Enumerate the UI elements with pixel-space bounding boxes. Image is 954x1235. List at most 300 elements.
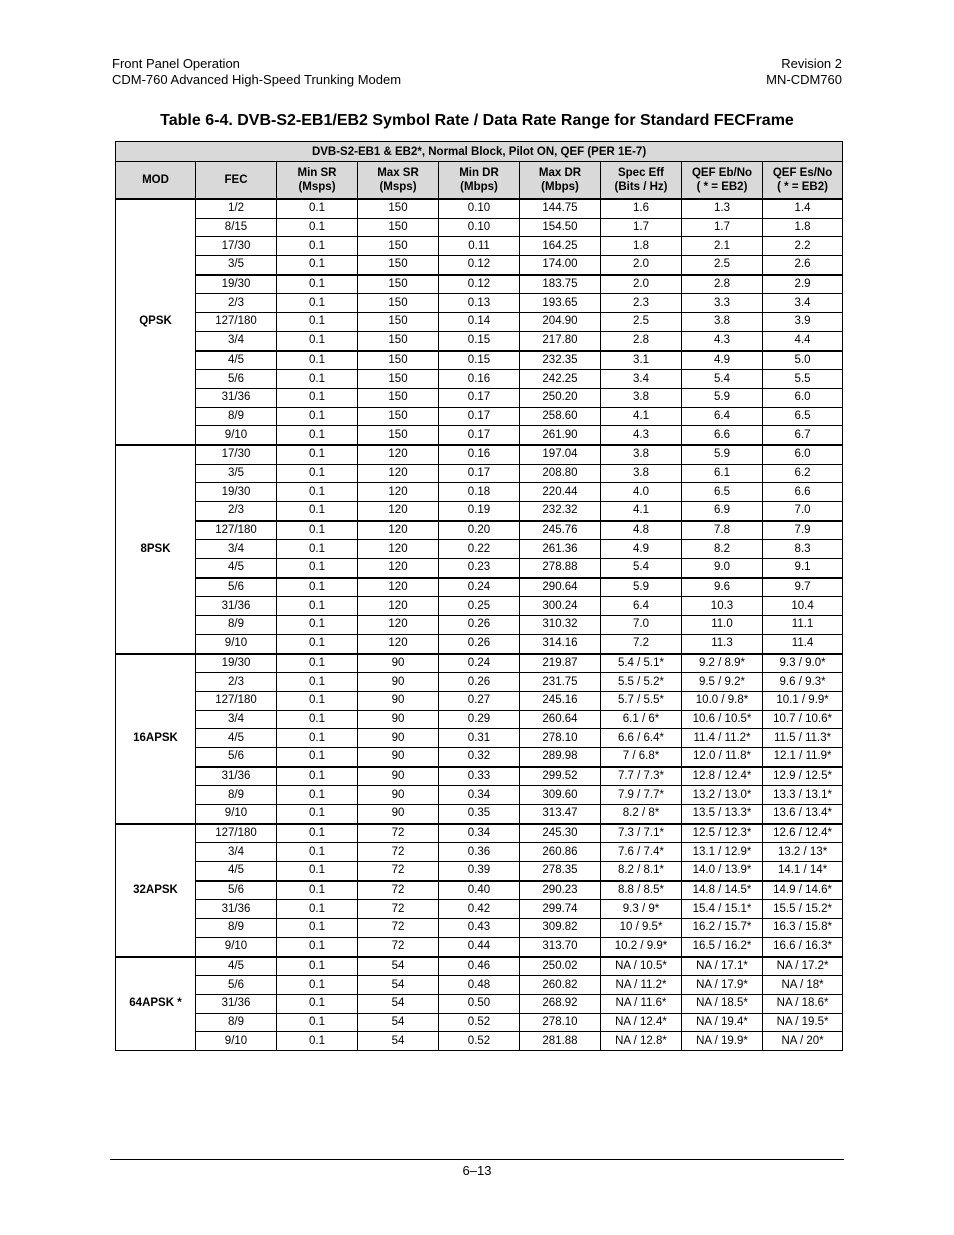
table-cell: 2.3 <box>601 294 682 313</box>
table-cell: 0.17 <box>439 388 520 407</box>
table-cell: NA / 17.1* <box>682 957 763 976</box>
table-cell: 14.0 / 13.9* <box>682 862 763 881</box>
table-cell: 0.1 <box>277 805 358 824</box>
table-row <box>116 275 843 294</box>
table-cell: 6.6 / 6.4* <box>601 729 682 748</box>
table-row <box>116 937 843 956</box>
table-row <box>116 1013 843 1032</box>
table-cell: 54 <box>358 976 439 995</box>
table-cell: 7 / 6.8* <box>601 747 682 766</box>
table-cell: 0.1 <box>277 937 358 956</box>
table-cell: 0.1 <box>277 464 358 483</box>
table-cell: 3.8 <box>601 464 682 483</box>
column-header <box>601 162 682 200</box>
table-cell: 0.1 <box>277 351 358 370</box>
table-cell: 4.9 <box>601 540 682 559</box>
table-cell: 3.8 <box>682 313 763 332</box>
table-cell: 9.6 <box>682 578 763 597</box>
table-cell: 12.0 / 11.8* <box>682 747 763 766</box>
table-cell: NA / 11.2* <box>601 976 682 995</box>
table-cell: 12.1 / 11.9* <box>763 747 843 766</box>
table-cell: 174.00 <box>520 256 601 275</box>
table-cell: 7.9 / 7.7* <box>601 786 682 805</box>
table-cell: 8.8 / 8.5* <box>601 881 682 900</box>
table-cell: 0.27 <box>439 691 520 710</box>
table-row <box>116 597 843 616</box>
table-row <box>116 218 843 237</box>
table-cell: 72 <box>358 900 439 919</box>
table-cell: 0.1 <box>277 483 358 502</box>
table-cell: 4/5 <box>196 351 277 370</box>
table-cell: 7.3 / 7.1* <box>601 824 682 843</box>
table-row <box>116 199 843 218</box>
table-cell: 120 <box>358 597 439 616</box>
table-cell: 31/36 <box>196 900 277 919</box>
table-row <box>116 256 843 275</box>
table-cell: 8/9 <box>196 786 277 805</box>
table-row <box>116 559 843 578</box>
table-row <box>116 331 843 350</box>
table-row <box>116 976 843 995</box>
table-cell: 10.3 <box>682 597 763 616</box>
table-cell: 0.1 <box>277 237 358 256</box>
table-cell: 0.1 <box>277 578 358 597</box>
table-cell: 120 <box>358 483 439 502</box>
table-cell: 72 <box>358 881 439 900</box>
table-cell: 9.1 <box>763 559 843 578</box>
table-cell: 5.9 <box>682 388 763 407</box>
table-cell: 120 <box>358 559 439 578</box>
table-cell: 7.7 / 7.3* <box>601 767 682 786</box>
table-cell: 4.3 <box>601 426 682 445</box>
column-header <box>763 162 843 200</box>
table-cell: 150 <box>358 275 439 294</box>
table-cell: 31/36 <box>196 994 277 1013</box>
table-cell: 0.42 <box>439 900 520 919</box>
table-cell: 0.34 <box>439 824 520 843</box>
table-cell: 14.1 / 14* <box>763 862 843 881</box>
table-row <box>116 919 843 938</box>
table-cell: 0.1 <box>277 559 358 578</box>
table-row <box>116 881 843 900</box>
table-cell: 6.2 <box>763 464 843 483</box>
table-cell: 10.2 / 9.9* <box>601 937 682 956</box>
table-cell: NA / 12.8* <box>601 1032 682 1051</box>
table-row <box>116 691 843 710</box>
table-cell: 4/5 <box>196 559 277 578</box>
table-cell: 0.26 <box>439 634 520 653</box>
table-cell: 0.1 <box>277 407 358 426</box>
table-row <box>116 900 843 919</box>
table-cell: 5.4 <box>601 559 682 578</box>
table-cell: 127/180 <box>196 521 277 540</box>
table-cell: 5/6 <box>196 578 277 597</box>
table-cell: 310.32 <box>520 616 601 635</box>
table-cell: 0.1 <box>277 976 358 995</box>
table-cell: 0.1 <box>277 616 358 635</box>
table-cell: 278.10 <box>520 729 601 748</box>
table-cell: 0.20 <box>439 521 520 540</box>
table-cell: 0.34 <box>439 786 520 805</box>
modulation-cell: 64APSK * <box>116 957 196 1051</box>
table-cell: 0.40 <box>439 881 520 900</box>
table-cell: 0.13 <box>439 294 520 313</box>
table-cell: 120 <box>358 578 439 597</box>
table-cell: 0.1 <box>277 994 358 1013</box>
table-cell: 0.16 <box>439 445 520 464</box>
table-cell: 12.5 / 12.3* <box>682 824 763 843</box>
table-cell: 8/9 <box>196 1013 277 1032</box>
table-cell: 90 <box>358 691 439 710</box>
table-cell: 1.7 <box>682 218 763 237</box>
table-cell: 5.4 / 5.1* <box>601 654 682 673</box>
column-header-line: (Mbps) <box>460 181 498 193</box>
table-cell: 1.6 <box>601 199 682 218</box>
column-header-line: QEF Eb/No <box>691 167 753 179</box>
table-cell: 150 <box>358 199 439 218</box>
table-cell: 9.3 / 9* <box>601 900 682 919</box>
table-cell: 4.1 <box>601 407 682 426</box>
table-cell: 0.1 <box>277 747 358 766</box>
table-cell: 0.12 <box>439 275 520 294</box>
table-cell: 3.8 <box>601 388 682 407</box>
table-cell: 0.31 <box>439 729 520 748</box>
table-row <box>116 862 843 881</box>
modulation-cell: 16APSK <box>116 654 196 824</box>
column-header-line: Spec Eff <box>617 167 664 179</box>
table-cell: 0.10 <box>439 199 520 218</box>
table-cell: 4.4 <box>763 331 843 350</box>
column-header <box>196 162 277 200</box>
table-cell: NA / 12.4* <box>601 1013 682 1032</box>
table-cell: 2.5 <box>601 313 682 332</box>
table-cell: 8/9 <box>196 616 277 635</box>
table-cell: 16.6 / 16.3* <box>763 937 843 956</box>
table-cell: 260.64 <box>520 710 601 729</box>
header-manual-title: CDM-760 Advanced High-Speed Trunking Modem <box>112 72 402 87</box>
table-cell: 90 <box>358 786 439 805</box>
table-cell: 3/5 <box>196 464 277 483</box>
table-cell: 54 <box>358 994 439 1013</box>
table-row <box>116 747 843 766</box>
table-row <box>116 634 843 653</box>
modulation-cell: 8PSK <box>116 445 196 654</box>
table-cell: 0.1 <box>277 218 358 237</box>
table-cell: 12.6 / 12.4* <box>763 824 843 843</box>
table-cell: 0.1 <box>277 786 358 805</box>
table-cell: 2.2 <box>763 237 843 256</box>
column-header-line: (Mbps) <box>541 181 579 193</box>
table-cell: 5.5 <box>763 370 843 389</box>
table-cell: 314.16 <box>520 634 601 653</box>
table-cell: 72 <box>358 824 439 843</box>
table-cell: 260.82 <box>520 976 601 995</box>
table-cell: 0.1 <box>277 502 358 521</box>
table-cell: 0.44 <box>439 937 520 956</box>
table-cell: 289.98 <box>520 747 601 766</box>
table-cell: 1.7 <box>601 218 682 237</box>
column-header <box>439 162 520 200</box>
table-cell: 290.23 <box>520 881 601 900</box>
table-cell: 0.15 <box>439 331 520 350</box>
table-cell: 245.76 <box>520 521 601 540</box>
table-cell: 5.5 / 5.2* <box>601 673 682 692</box>
table-cell: 90 <box>358 710 439 729</box>
table-cell: 5.9 <box>682 445 763 464</box>
table-cell: 6.9 <box>682 502 763 521</box>
table-caption: DVB-S2-EB1 & EB2*, Normal Block, Pilot ON, QEF (PER 1E-7) <box>116 142 843 162</box>
table-cell: 2/3 <box>196 294 277 313</box>
column-header-line: Max DR <box>538 167 582 179</box>
table-cell: 313.47 <box>520 805 601 824</box>
table-cell: 90 <box>358 673 439 692</box>
table-cell: 0.1 <box>277 900 358 919</box>
table-cell: 300.24 <box>520 597 601 616</box>
table-cell: 150 <box>358 256 439 275</box>
table-cell: 5.9 <box>601 578 682 597</box>
table-cell: 0.1 <box>277 862 358 881</box>
table-cell: 9.3 / 9.0* <box>763 654 843 673</box>
table-cell: NA / 18.5* <box>682 994 763 1013</box>
table-cell: 16.3 / 15.8* <box>763 919 843 938</box>
table-cell: 250.20 <box>520 388 601 407</box>
table-cell: 3.4 <box>763 294 843 313</box>
table-cell: 10.1 / 9.9* <box>763 691 843 710</box>
table-row <box>116 464 843 483</box>
table-cell: 127/180 <box>196 824 277 843</box>
table-row <box>116 237 843 256</box>
table-cell: 7.6 / 7.4* <box>601 843 682 862</box>
table-cell: 4/5 <box>196 862 277 881</box>
table-cell: 1.8 <box>601 237 682 256</box>
table-cell: 17/30 <box>196 445 277 464</box>
table-cell: 0.12 <box>439 256 520 275</box>
table-cell: NA / 11.6* <box>601 994 682 1013</box>
table-cell: 0.10 <box>439 218 520 237</box>
table-cell: 72 <box>358 862 439 881</box>
table-cell: 13.6 / 13.4* <box>763 805 843 824</box>
table-cell: 183.75 <box>520 275 601 294</box>
table-row <box>116 521 843 540</box>
column-header-line: QEF Es/No <box>772 167 833 179</box>
table-cell: 232.32 <box>520 502 601 521</box>
table-cell: 5/6 <box>196 370 277 389</box>
table-cell: 0.1 <box>277 767 358 786</box>
table-cell: 7.0 <box>601 616 682 635</box>
table-cell: 0.26 <box>439 616 520 635</box>
table-cell: 0.29 <box>439 710 520 729</box>
table-cell: 0.1 <box>277 256 358 275</box>
table-cell: 72 <box>358 919 439 938</box>
table-cell: 6.5 <box>682 483 763 502</box>
table-cell: 9.2 / 8.9* <box>682 654 763 673</box>
table-cell: 3/4 <box>196 331 277 350</box>
table-row <box>116 843 843 862</box>
table-cell: 261.90 <box>520 426 601 445</box>
table-cell: 14.8 / 14.5* <box>682 881 763 900</box>
table-row <box>116 445 843 464</box>
column-header-line: Max SR <box>377 167 419 179</box>
column-header-line: ( * = EB2) <box>696 181 748 193</box>
table-cell: 9.7 <box>763 578 843 597</box>
table-cell: 150 <box>358 370 439 389</box>
table-cell: 120 <box>358 616 439 635</box>
table-cell: 13.2 / 13* <box>763 843 843 862</box>
table-cell: NA / 18.6* <box>763 994 843 1013</box>
table-cell: 0.17 <box>439 407 520 426</box>
table-cell: 261.36 <box>520 540 601 559</box>
table-cell: 9.5 / 9.2* <box>682 673 763 692</box>
table-cell: 4.8 <box>601 521 682 540</box>
table-cell: 0.50 <box>439 994 520 1013</box>
table-cell: 0.19 <box>439 502 520 521</box>
table-cell: 15.5 / 15.2* <box>763 900 843 919</box>
table-cell: 0.35 <box>439 805 520 824</box>
table-cell: 7.8 <box>682 521 763 540</box>
table-cell: 258.60 <box>520 407 601 426</box>
table-cell: 5/6 <box>196 976 277 995</box>
table-cell: NA / 10.5* <box>601 957 682 976</box>
table-cell: 6.1 <box>682 464 763 483</box>
table-row <box>116 710 843 729</box>
table-cell: 11.3 <box>682 634 763 653</box>
table-cell: 120 <box>358 521 439 540</box>
table-cell: 150 <box>358 218 439 237</box>
table-cell: 0.36 <box>439 843 520 862</box>
modulation-cell: 32APSK <box>116 824 196 957</box>
table-cell: 6.6 <box>763 483 843 502</box>
table-cell: 0.1 <box>277 691 358 710</box>
table-cell: 4.3 <box>682 331 763 350</box>
table-cell: 1.3 <box>682 199 763 218</box>
column-header-line: FEC <box>224 174 248 186</box>
table-cell: 72 <box>358 843 439 862</box>
table-cell: 0.18 <box>439 483 520 502</box>
table-cell: 0.1 <box>277 597 358 616</box>
table-cell: 90 <box>358 767 439 786</box>
table-cell: 150 <box>358 407 439 426</box>
table-cell: 6.6 <box>682 426 763 445</box>
table-cell: NA / 19.9* <box>682 1032 763 1051</box>
table-cell: 90 <box>358 747 439 766</box>
table-cell: 4/5 <box>196 957 277 976</box>
table-cell: 8/9 <box>196 919 277 938</box>
table-row <box>116 540 843 559</box>
running-header-right <box>766 56 842 88</box>
table-cell: 3.3 <box>682 294 763 313</box>
table-cell: 0.46 <box>439 957 520 976</box>
table-cell: 127/180 <box>196 691 277 710</box>
table-cell: 2.0 <box>601 256 682 275</box>
table-cell: 0.1 <box>277 331 358 350</box>
table-cell: 9/10 <box>196 426 277 445</box>
table-cell: 7.9 <box>763 521 843 540</box>
table-cell: 0.23 <box>439 559 520 578</box>
table-cell: 0.17 <box>439 426 520 445</box>
table-cell: 13.2 / 13.0* <box>682 786 763 805</box>
table-cell: 0.1 <box>277 634 358 653</box>
table-cell: 0.1 <box>277 710 358 729</box>
table-cell: 10 / 9.5* <box>601 919 682 938</box>
header-revision: Revision 2 <box>781 56 842 71</box>
table-cell: 11.1 <box>763 616 843 635</box>
table-cell: 15.4 / 15.1* <box>682 900 763 919</box>
table-cell: 31/36 <box>196 597 277 616</box>
table-cell: 5/6 <box>196 747 277 766</box>
table-row <box>116 616 843 635</box>
table-row <box>116 388 843 407</box>
table-cell: NA / 20* <box>763 1032 843 1051</box>
header-section-title: Front Panel Operation <box>112 56 240 71</box>
column-header-line: (Msps) <box>379 181 417 193</box>
table-cell: 14.9 / 14.6* <box>763 881 843 900</box>
table-cell: 0.1 <box>277 654 358 673</box>
table-cell: 0.1 <box>277 275 358 294</box>
page-number: 6–13 <box>462 1163 492 1178</box>
table-cell: 2.8 <box>682 275 763 294</box>
table-row <box>116 824 843 843</box>
table-cell: 0.11 <box>439 237 520 256</box>
table-cell: 0.24 <box>439 578 520 597</box>
table-cell: 217.80 <box>520 331 601 350</box>
table-cell: 0.17 <box>439 464 520 483</box>
table-cell: 0.26 <box>439 673 520 692</box>
table-cell: 8.2 / 8* <box>601 805 682 824</box>
table-cell: 3.1 <box>601 351 682 370</box>
column-header-line: (Msps) <box>298 181 336 193</box>
table-cell: 232.35 <box>520 351 601 370</box>
table-cell: 1.4 <box>763 199 843 218</box>
table-cell: 0.25 <box>439 597 520 616</box>
column-header-line: Min SR <box>297 167 337 179</box>
table-cell: 4.0 <box>601 483 682 502</box>
table-cell: 3/4 <box>196 710 277 729</box>
table-cell: 0.22 <box>439 540 520 559</box>
table-cell: 9/10 <box>196 805 277 824</box>
table-cell: 72 <box>358 937 439 956</box>
table-cell: 219.87 <box>520 654 601 673</box>
table-cell: 5.4 <box>682 370 763 389</box>
table-cell: 0.1 <box>277 843 358 862</box>
table-row <box>116 370 843 389</box>
table-cell: 6.0 <box>763 388 843 407</box>
column-header <box>358 162 439 200</box>
column-header-row <box>116 162 843 200</box>
table-cell: 0.52 <box>439 1013 520 1032</box>
table-cell: 9.0 <box>682 559 763 578</box>
table-cell: 54 <box>358 1032 439 1051</box>
table-cell: 31/36 <box>196 767 277 786</box>
table-cell: 309.60 <box>520 786 601 805</box>
table-cell: 19/30 <box>196 275 277 294</box>
table-title: Table 6-4. DVB-S2-EB1/EB2 Symbol Rate / Data Rate Range for Standard FECFrame <box>160 112 794 129</box>
table-cell: 8.2 / 8.1* <box>601 862 682 881</box>
table-cell: 9/10 <box>196 634 277 653</box>
header-doc-number: MN-CDM760 <box>766 72 842 87</box>
table-cell: 120 <box>358 464 439 483</box>
table-cell: 19/30 <box>196 483 277 502</box>
table-cell: 2.5 <box>682 256 763 275</box>
table-cell: 2.1 <box>682 237 763 256</box>
table-cell: 10.0 / 9.8* <box>682 691 763 710</box>
table-row <box>116 767 843 786</box>
column-header-line: MOD <box>142 174 169 186</box>
table-cell: 2.9 <box>763 275 843 294</box>
table-cell: 0.1 <box>277 294 358 313</box>
table-cell: 0.1 <box>277 540 358 559</box>
table-cell: 150 <box>358 331 439 350</box>
table-cell: 0.1 <box>277 673 358 692</box>
